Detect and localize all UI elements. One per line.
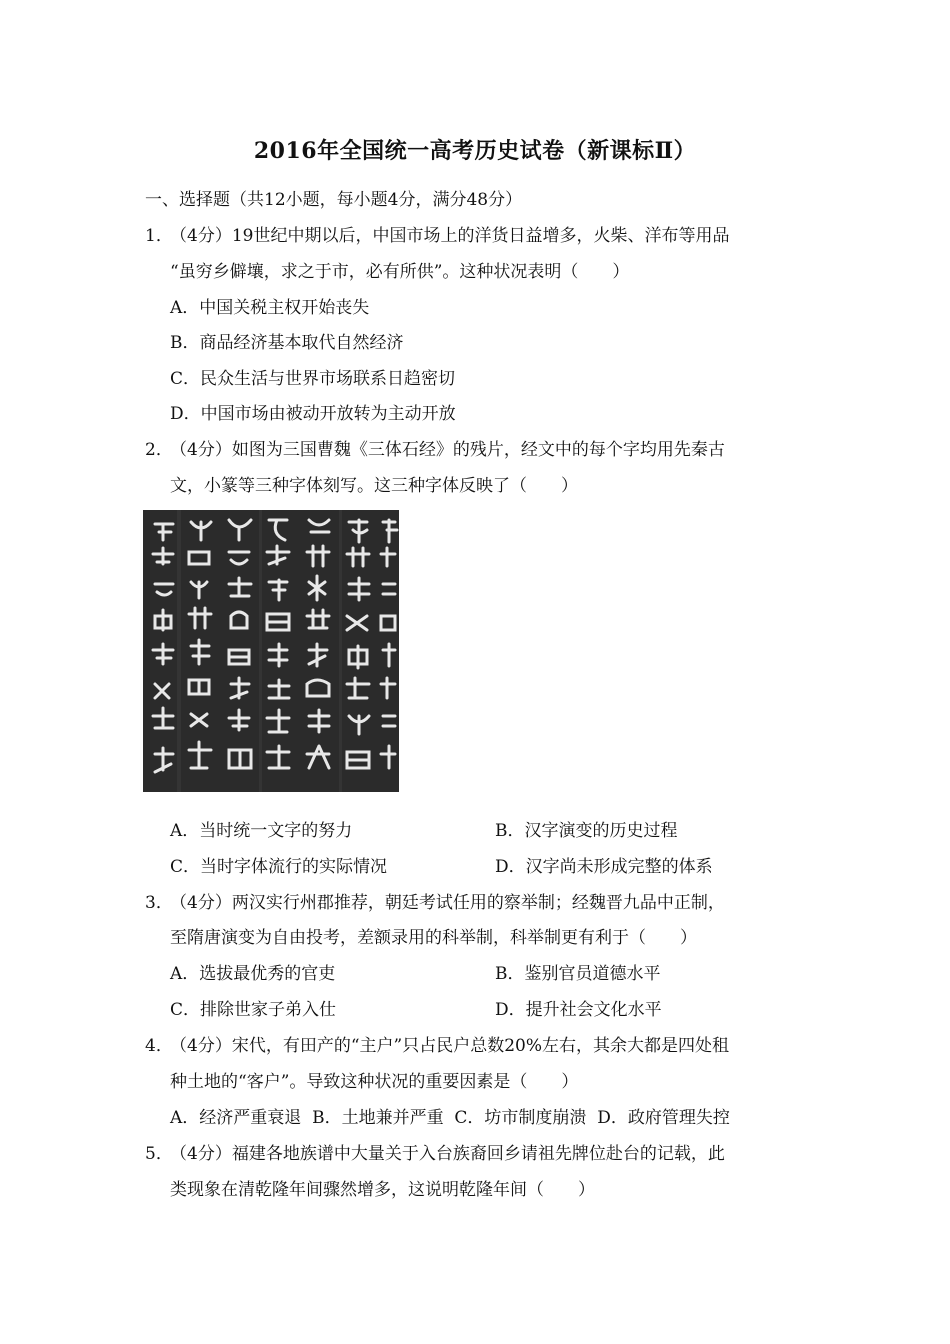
rubbing-column-4 <box>267 520 289 768</box>
rubbing-column-7 <box>381 520 397 768</box>
question-1-option-b: B．商品经济基本取代自然经济 <box>170 333 404 353</box>
rubbing-column-6 <box>347 520 369 768</box>
rubbing-column-1 <box>153 524 173 772</box>
question-5-line-1 <box>145 1142 725 1166</box>
question-number: 3． <box>145 893 173 913</box>
question-2-line-1 <box>145 438 725 462</box>
question-text: （4分）两汉实行州郡推荐，朝廷考试任用的察举制；经魏晋九品中正制， <box>170 893 725 913</box>
rubbing-column-3 <box>229 520 251 768</box>
question-3-option-a: A．选拔最优秀的官吏 <box>170 964 336 984</box>
question-5-line-2: 类现象在清乾隆年间骤然增多，这说明乾隆年间（ ） <box>170 1180 595 1200</box>
question-1-line-2: “虽穷乡僻壤，求之于市，必有所供”。这种状况表明（ ） <box>170 262 630 282</box>
question-text: （4分）宋代，有田产的“主户”只占民户总数20%左右，其余大都是四处租 <box>170 1036 729 1056</box>
question-number: 5． <box>145 1144 173 1164</box>
question-2-line-2: 文，小篆等三种字体刻写。这三种字体反映了（ ） <box>170 476 578 496</box>
question-text: （4分）如图为三国曹魏《三体石经》的残片，经文中的每个字均用先秦古 <box>170 440 725 460</box>
question-3-option-d: D．提升社会文化水平 <box>495 1000 662 1020</box>
question-1-line-1 <box>145 224 729 248</box>
question-1-option-a: A．中国关税主权开始丧失 <box>170 298 370 318</box>
question-number: 1． <box>145 226 173 246</box>
question-number: 4． <box>145 1036 173 1056</box>
question-2-option-b: B．汉字演变的历史过程 <box>495 821 678 841</box>
question-3-option-c: C．排除世家子弟入仕 <box>170 1000 337 1020</box>
rubbing-glyphs <box>143 510 399 792</box>
question-text: （4分）19世纪中期以后，中国市场上的洋货日益增多，火柴、洋布等用品 <box>170 226 730 246</box>
question-3-line-2: 至隋唐演变为自由投考，差额录用的科举制，科举制更有利于（ ） <box>170 928 697 948</box>
question-4-line-2: 种土地的“客户”。导致这种状况的重要因素是（ ） <box>170 1072 579 1092</box>
question-1-option-c: C．民众生活与世界市场联系日趋密切 <box>170 369 456 389</box>
question-text: （4分）福建各地族谱中大量关于入台族裔回乡请祖先牌位赴台的记载，此 <box>170 1144 725 1164</box>
question-2-option-d: D．汉字尚未形成完整的体系 <box>495 857 713 877</box>
stone-classic-rubbing-image <box>143 510 399 792</box>
question-1-option-d: D．中国市场由被动开放转为主动开放 <box>170 404 456 424</box>
exam-title: 2016年全国统一高考历史试卷（新课标Ⅱ） <box>253 138 697 164</box>
question-2-option-c: C．当时字体流行的实际情况 <box>170 857 388 877</box>
rubbing-column-2 <box>189 522 211 768</box>
question-2-option-a: A．当时统一文字的努力 <box>170 821 353 841</box>
question-3-option-b: B．鉴别官员道德水平 <box>495 964 661 984</box>
question-number: 2． <box>145 440 173 460</box>
question-3-line-1 <box>145 891 725 915</box>
question-4-options: A．经济严重衰退 B．土地兼并严重 C．坊市制度崩溃 D．政府管理失控 <box>170 1108 730 1128</box>
section-heading: 一、选择题（共12小题，每小题4分，满分48分） <box>145 190 523 210</box>
question-4-line-1 <box>145 1034 729 1058</box>
rubbing-column-5 <box>307 520 329 768</box>
